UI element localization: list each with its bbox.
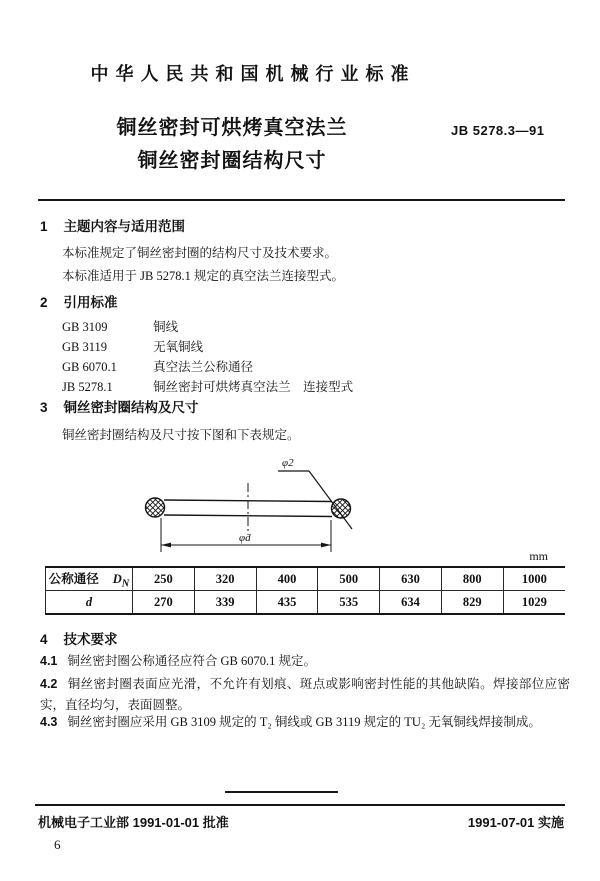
reference-item xyxy=(62,337,353,357)
org-title: 中华人民共和国机械行业标准 xyxy=(90,64,416,84)
page-number: 6 xyxy=(54,837,61,852)
section-4-heading xyxy=(40,628,118,648)
clause-number: 4.1 xyxy=(40,654,58,668)
implementation-statement: 1991-07-01 实施 xyxy=(467,815,564,830)
ring-bottom-edge-line xyxy=(164,515,332,517)
dn-value: 320 xyxy=(194,567,256,591)
document-title xyxy=(0,112,464,178)
dimension-arrow-right xyxy=(321,543,331,548)
reference-title: 真空法兰公称通径 xyxy=(153,360,254,374)
clause-4-1 xyxy=(40,651,570,672)
d-value: 270 xyxy=(133,591,195,615)
table-row-dn xyxy=(46,567,566,591)
section-3-number: 3 xyxy=(40,400,48,415)
dn-value: 400 xyxy=(256,567,318,591)
d-value: 435 xyxy=(256,591,318,615)
wire-diameter-label: φ2 xyxy=(282,457,294,469)
section-2-number: 2 xyxy=(40,295,48,310)
wire-cross-section-left xyxy=(146,498,165,517)
table-header-d xyxy=(46,591,133,615)
reference-title: 铜丝密封可烘烤真空法兰 连接型式 xyxy=(153,380,354,394)
d-value: 1029 xyxy=(503,591,565,615)
reference-title: 铜线 xyxy=(153,320,179,334)
dn-value: 250 xyxy=(133,567,195,591)
reference-item xyxy=(62,377,353,397)
nominal-diameter-label: 公称通径 xyxy=(48,571,99,586)
reference-code: GB 3109 xyxy=(62,320,108,334)
section-1-paragraph-1: 本标准规定了铜丝密封圈的结构尺寸及技术要求。 xyxy=(62,246,338,260)
reference-title: 无氧铜线 xyxy=(153,340,204,354)
document-title-line1: 铜丝密封可烘烤真空法兰 xyxy=(116,117,348,139)
header-rule xyxy=(38,199,565,201)
section-2-heading xyxy=(40,291,118,311)
d-value: 535 xyxy=(318,591,380,615)
dn-symbol-subscript: N xyxy=(121,578,130,590)
reference-item xyxy=(62,357,353,377)
section-1-title: 主题内容与适用范围 xyxy=(63,219,186,234)
clause-number: 4.3 xyxy=(40,715,58,729)
dn-value: 800 xyxy=(441,567,503,591)
end-of-text-rule xyxy=(225,791,338,793)
table-row-d xyxy=(46,591,566,615)
dn-value: 630 xyxy=(380,567,442,591)
section-3-paragraph: 铜丝密封圈结构及尺寸按下图和下表规定。 xyxy=(62,428,300,442)
reference-code: GB 3119 xyxy=(62,340,108,354)
dn-value: 1000 xyxy=(503,567,565,591)
section-2-title: 引用标准 xyxy=(63,295,118,310)
standard-number: JB 5278.3—91 xyxy=(451,123,545,138)
seal-ring-technical-drawing xyxy=(128,450,388,565)
clause-4-3 xyxy=(40,712,570,733)
clause-4-2 xyxy=(40,674,570,715)
clause-text: 铜丝密封圈应采用 GB 3109 规定的 T₂ 铜线或 GB 3119 规定的 TU₂ 无氧铜线焊接制成。 xyxy=(67,715,541,729)
table-header-nominal-diameter xyxy=(46,567,133,591)
ring-diameter-label: φd xyxy=(239,532,251,544)
clause-number: 4.2 xyxy=(40,677,58,691)
dn-value: 500 xyxy=(318,567,380,591)
approval-statement: 机械电子工业部 1991-01-01 批准 xyxy=(38,815,229,830)
section-4-number: 4 xyxy=(40,632,48,647)
section-1-heading xyxy=(40,215,185,235)
clause-text: 铜丝密封圈公称通径应符合 GB 6070.1 规定。 xyxy=(67,654,317,668)
reference-code: GB 6070.1 xyxy=(62,360,117,374)
d-symbol: d xyxy=(85,594,93,609)
reference-item xyxy=(62,317,353,337)
reference-list xyxy=(62,317,353,397)
section-3-title: 铜丝密封圈结构及尺寸 xyxy=(63,400,199,415)
section-3-heading xyxy=(40,396,199,416)
dimension-arrow-left xyxy=(161,543,171,548)
document-title-line2: 铜丝密封圈结构尺寸 xyxy=(137,150,327,172)
footer-rule xyxy=(35,804,565,806)
table-unit-label: mm xyxy=(529,549,548,563)
section-1-number: 1 xyxy=(40,219,48,234)
dn-symbol: D xyxy=(112,571,122,586)
section-1-paragraph-2: 本标准适用于 JB 5278.1 规定的真空法兰连接型式。 xyxy=(62,269,344,283)
clause-text: 铜丝密封圈表面应光滑，不允许有划痕、斑点或影响密封性能的其他缺陷。焊接部位应密实，直径均匀，表面圆整。 xyxy=(40,677,570,712)
d-value: 339 xyxy=(194,591,256,615)
section-4-title: 技术要求 xyxy=(63,632,118,647)
reference-code: JB 5278.1 xyxy=(62,380,113,394)
dimension-table xyxy=(45,566,565,615)
d-value: 829 xyxy=(441,591,503,615)
d-value: 634 xyxy=(380,591,442,615)
